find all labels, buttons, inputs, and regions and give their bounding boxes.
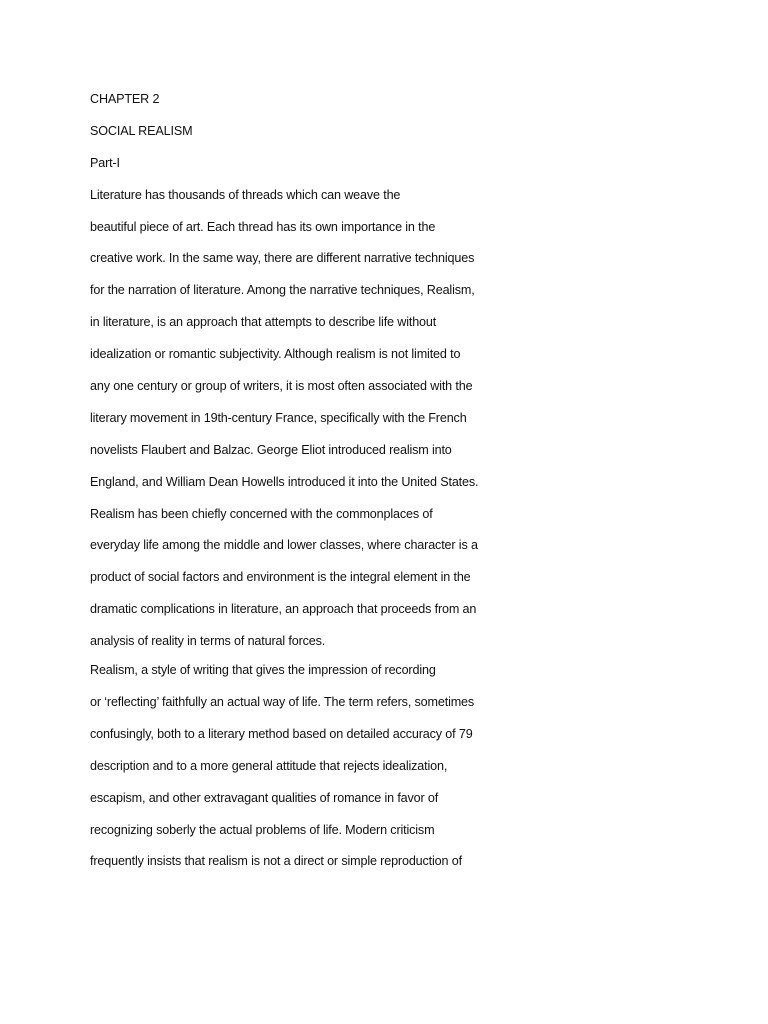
paragraph-line: Realism, a style of writing that gives the impression of recording: [90, 663, 436, 678]
paragraph-line: for the narration of literature. Among the narrative techniques, Realism,: [90, 283, 475, 298]
paragraph-line: description and to a more general attitude that rejects idealization,: [90, 758, 448, 773]
paragraph-line: novelists Flaubert and Balzac. George Eliot introduced realism into: [90, 442, 452, 457]
paragraph-line: idealization or romantic subjectivity. Although realism is not limited to: [90, 347, 461, 362]
paragraph-line: any one century or group of writers, it is most often associated with the: [90, 379, 473, 394]
paragraph-line: in literature, is an approach that attempts to describe life without: [90, 315, 437, 330]
paragraph-line: beautiful piece of art. Each thread has its own importance in the: [90, 219, 436, 234]
paragraph-line: Literature has thousands of threads which can weave the: [90, 187, 401, 202]
chapter-heading: CHAPTER 2: [90, 92, 160, 106]
paragraph-line: analysis of reality in terms of natural forces.: [90, 634, 326, 649]
paragraph-line: escapism, and other extravagant qualities of romance in favor of: [90, 790, 439, 805]
chapter-title: SOCIAL REALISM: [90, 123, 193, 138]
paragraph-line: recognizing soberly the actual problems of life. Modern criticism: [90, 822, 435, 837]
paragraph-line: product of social factors and environment is the integral element in the: [90, 570, 471, 585]
paragraph-line: literary movement in 19th-century France, specifically with the French: [90, 410, 467, 425]
paragraph-line: Realism has been chiefly concerned with the commonplaces of: [90, 506, 433, 521]
paragraph-line: England, and William Dean Howells introduced it into the United States.: [90, 474, 479, 489]
paragraph-line: or ‘reflecting’ faithfully an actual way of life. The term refers, sometimes: [90, 695, 475, 710]
paragraph-line: creative work. In the same way, there are different narrative techniques: [90, 251, 475, 266]
paragraph-line: frequently insists that realism is not a direct or simple reproduction of: [90, 854, 462, 869]
part-heading: Part-I: [90, 155, 120, 170]
paragraph-line: confusingly, both to a literary method based on detailed accuracy of 79: [90, 726, 473, 741]
paragraph-line: dramatic complications in literature, an approach that proceeds from an: [90, 602, 477, 617]
paragraph-line: everyday life among the middle and lower classes, where character is a: [90, 538, 478, 553]
body-text: [90, 88, 510, 882]
